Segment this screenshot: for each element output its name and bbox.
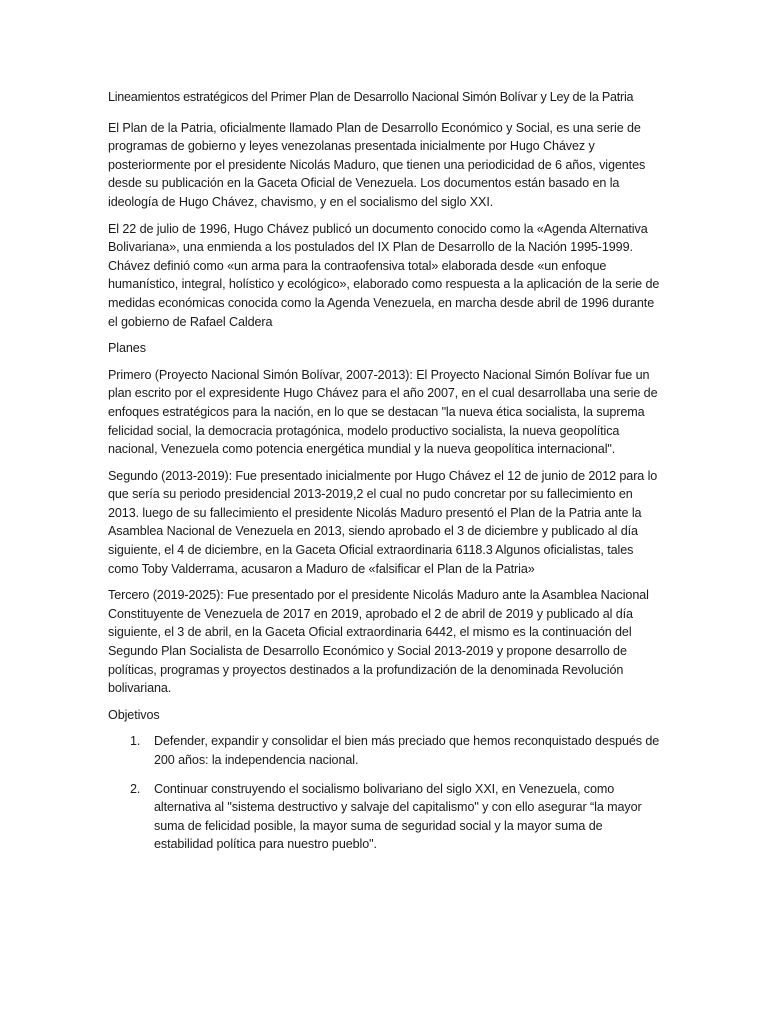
- list-item-text: Continuar construyendo el socialismo bolivariano del siglo XXI, en Venezuela, como alternativa al "sistema destructivo y salvaje del capitalismo" y con ello asegurar “la mayor suma de felicidad posible, la mayor suma de seguridad social y la mayor suma de estabilidad política para nuestro pueblo".: [154, 781, 642, 852]
- document-page: [108, 88, 664, 864]
- list-item-number: 1.: [130, 734, 141, 749]
- plan-first-paragraph: Primero (Proyecto Nacional Simón Bolívar, 2007-2013): El Proyecto Nacional Simón Bolívar fue un plan escrito por el expresidente Hugo Chávez para el año 2007, en el cual desarrollaba una serie de enfoques estratégicos para la nación, en lo que se destacan "la nueva ética socialista, la suprema felicidad social, la democracia protagónica, modelo productivo socialista, la nueva geopolítica nacional, Venezuela como potencia energética mundial y la nueva geopolítica internacional".: [108, 367, 658, 457]
- list-item-text: Defender, expandir y consolidar el bien más preciado que hemos reconquistado después de 200 años: la independencia nacional.: [154, 734, 660, 767]
- objectives-heading: Objetivos: [108, 707, 160, 722]
- objectives-list: [108, 732, 664, 854]
- history-paragraph: El 22 de julio de 1996, Hugo Chávez publicó un documento conocido como la «Agenda Alternativa Bolivariana», una enmienda a los postulados del IX Plan de Desarrollo de la Nación 1995-1999. Chávez definió como «un arma para la contraofensiva total» elaborada desde «un enfoque humanístico, integral, holístico y ecológico», elaborado como respuesta a la aplicación de la serie de medidas económicas conocida como la Agenda Venezuela, en marcha desde abril de 1996 durante el gobierno de Rafael Caldera: [108, 221, 660, 329]
- plan-second-paragraph: Segundo (2013-2019): Fue presentado inicialmente por Hugo Chávez el 12 de junio de 2012 para lo que sería su periodo presidencial 2013-2019,2 el cual no pudo concretar por su fallecimiento en 2013. luego de su fallecimiento el presidente Nicolás Maduro presentó el Plan de la Patria ante la Asamblea Nacional de Venezuela en 2013, siendo aprobado el 3 de diciembre y publicado al día siguiente, el 4 de diciembre, en la Gaceta Oficial extraordinaria 6118.3 Algunos oficialistas, tales como Toby Valderrama, acusaron a Maduro de «falsificar el Plan de la Patria»: [108, 468, 658, 576]
- list-item-number: 2.: [130, 781, 141, 796]
- list-item: [108, 732, 664, 769]
- plan-third-paragraph: Tercero (2019-2025): Fue presentado por el presidente Nicolás Maduro ante la Asamblea Nacional Constituyente de Venezuela de 2017 en 2019, aprobado el 2 de abril de 2019 y publicado al día siguiente, el 3 de abril, en la Gaceta Oficial extraordinaria 6442, el mismo es la continuación del Segundo Plan Socialista de Desarrollo Económico y Social 2013-2019 y propone desarrollo de políticas, programas y proyectos destinados a la profundización de la denominada Revolución bolivariana.: [108, 588, 649, 696]
- list-item: [108, 780, 664, 854]
- document-title: Lineamientos estratégicos del Primer Plan de Desarrollo Nacional Simón Bolívar y Ley de la Patria: [108, 90, 634, 104]
- plans-heading: Planes: [108, 341, 146, 356]
- intro-paragraph: El Plan de la Patria, oficialmente llamado Plan de Desarrollo Económico y Social, es una serie de programas de gobierno y leyes venezolanas presentada inicialmente por Hugo Chávez y posteriormente por el presidente Nicolás Maduro, que tienen una periodicidad de 6 años, vigentes desde su publicación en la Gaceta Oficial de Venezuela. Los documentos están basado en la ideología de Hugo Chávez, chavismo, y en el socialismo del siglo XXI.: [108, 120, 646, 209]
